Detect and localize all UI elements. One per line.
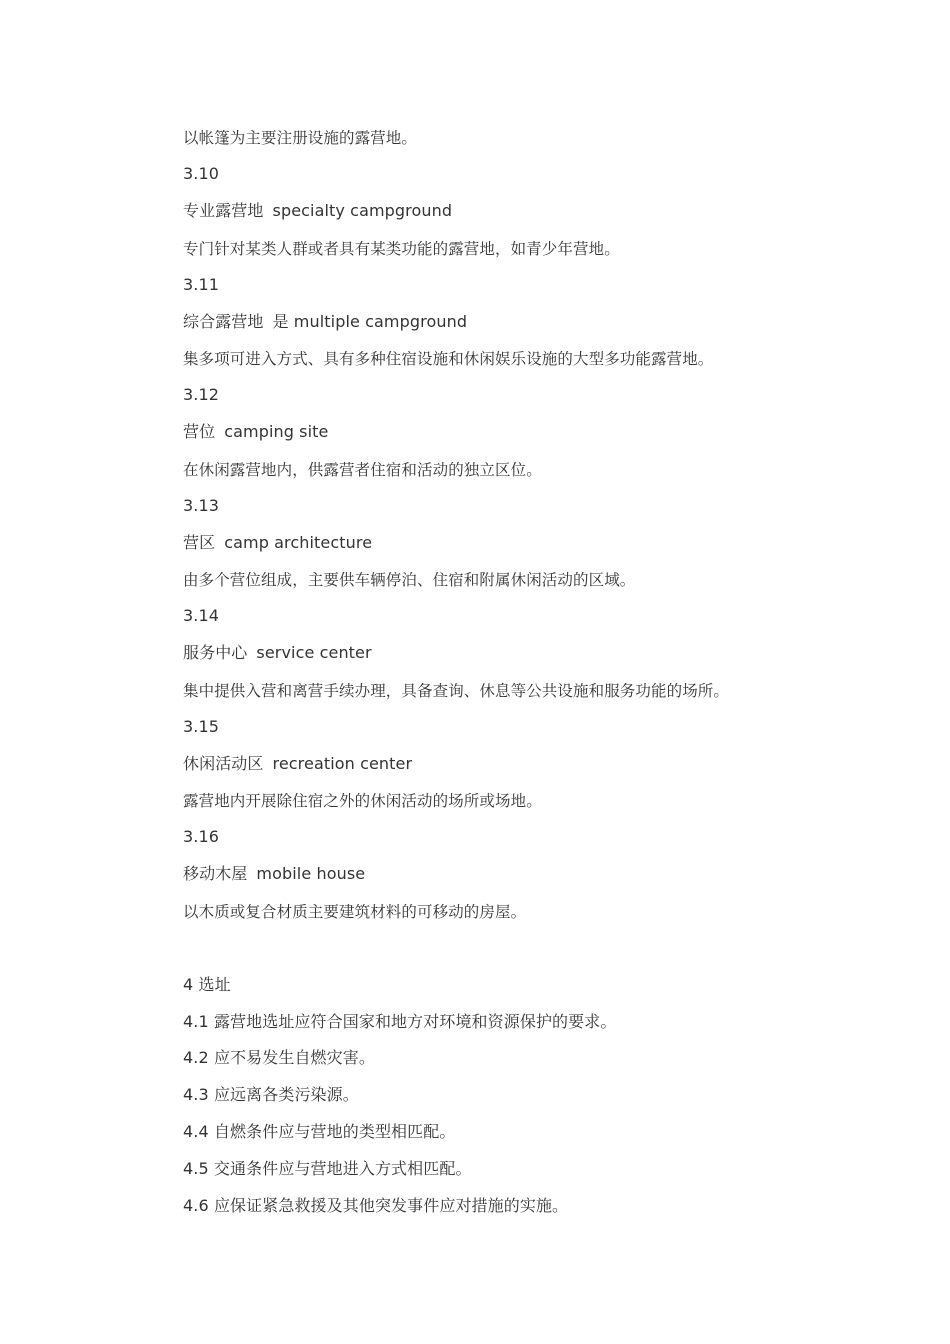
- clause-number-3-13: 3.13: [183, 496, 220, 515]
- clause-number-3-11: 3.11: [183, 275, 220, 294]
- clause-4-2: 4.2 应不易发生自燃灾害。: [183, 1048, 375, 1067]
- clause-number-3-14: 3.14: [183, 606, 220, 625]
- definition-3-9: 以帐篷为主要注册设施的露营地。: [183, 129, 418, 147]
- term-3-16: 移动木屋 mobile house: [183, 864, 366, 883]
- term-3-10: 专业露营地 specialty campground: [183, 201, 453, 220]
- clause-4-4: 4.4 自燃条件应与营地的类型相匹配。: [183, 1122, 456, 1141]
- section-heading-4: 4 选址: [183, 975, 231, 994]
- definition-3-10: 专门针对某类人群或者具有某类功能的露营地，如青少年营地。: [183, 240, 620, 258]
- definition-3-11: 集多项可进入方式、具有多种住宿设施和休闲娱乐设施的大型多功能露营地。: [183, 350, 714, 368]
- clause-4-6: 4.6 应保证紧急救援及其他突发事件应对措施的实施。: [183, 1196, 569, 1215]
- term-3-13: 营区 camp architecture: [183, 533, 373, 552]
- definition-3-16: 以木质或复合材质主要建筑材料的可移动的房屋。: [183, 903, 527, 921]
- clause-4-1: 4.1 露营地选址应符合国家和地方对环境和资源保护的要求。: [183, 1012, 617, 1031]
- clause-number-3-12: 3.12: [183, 385, 220, 404]
- clause-number-3-16: 3.16: [183, 827, 220, 846]
- clause-number-3-10: 3.10: [183, 164, 220, 183]
- definition-3-13: 由多个营位组成，主要供车辆停泊、住宿和附属休闲活动的区域。: [183, 571, 636, 589]
- clause-number-3-15: 3.15: [183, 717, 220, 736]
- term-3-12: 营位 camping site: [183, 422, 329, 441]
- clause-4-5: 4.5 交通条件应与营地进入方式相匹配。: [183, 1159, 472, 1178]
- clause-4-3: 4.3 应远离各类污染源。: [183, 1085, 359, 1104]
- definition-3-15: 露营地内开展除住宿之外的休闲活动的场所或场地。: [183, 792, 542, 810]
- term-3-11: 综合露营地 是 multiple campground: [183, 312, 468, 331]
- definition-3-14: 集中提供入营和离营手续办理，具备查询、休息等公共设施和服务功能的场所。: [183, 682, 730, 700]
- definition-3-12: 在休闲露营地内，供露营者住宿和活动的独立区位。: [183, 461, 542, 479]
- term-3-14: 服务中心 service center: [183, 643, 372, 662]
- term-3-15: 休闲活动区 recreation center: [183, 754, 413, 773]
